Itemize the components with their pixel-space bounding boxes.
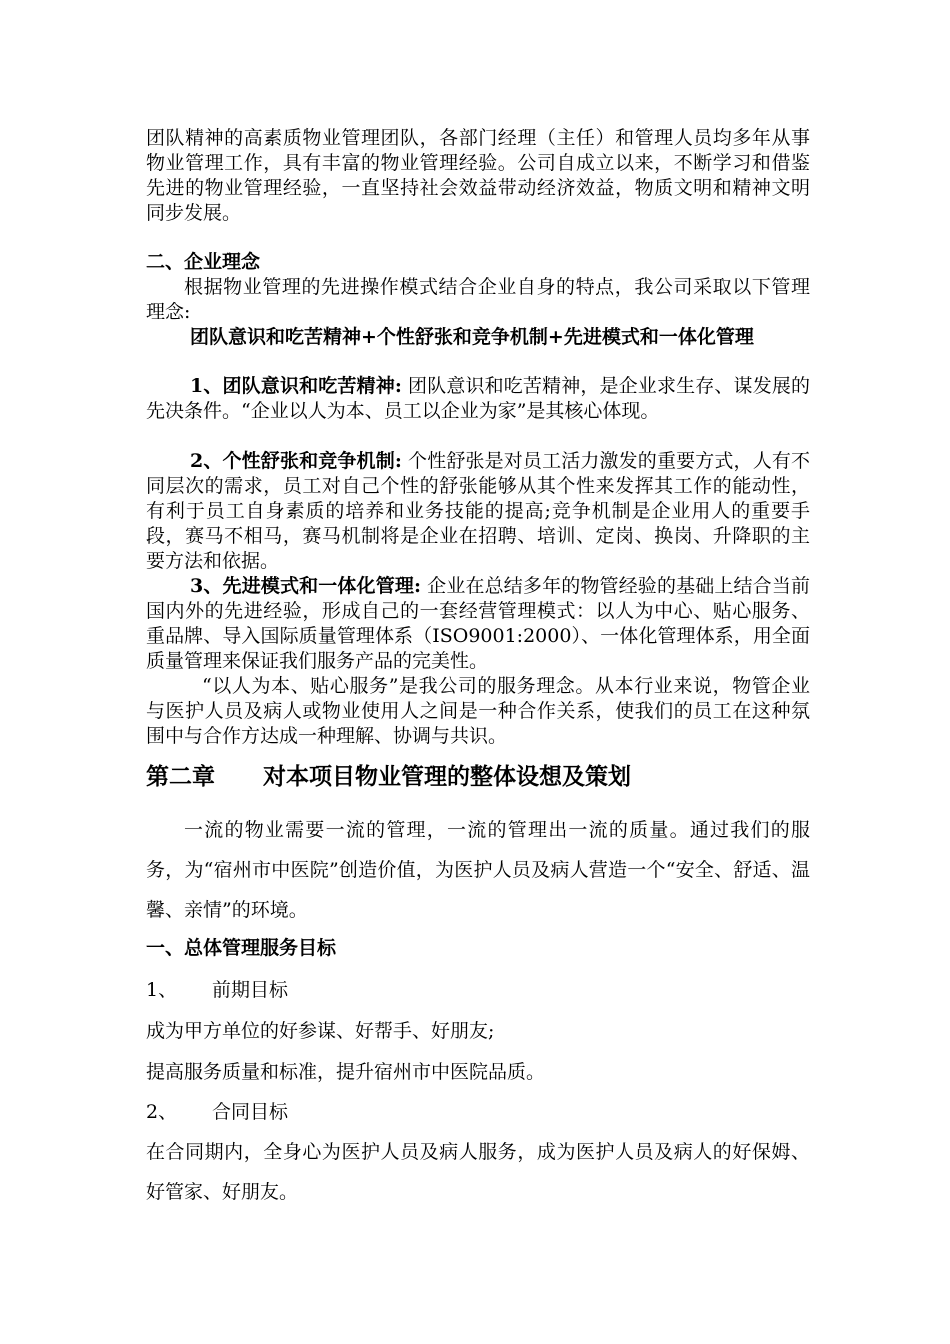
philosophy-motto: 团队意识和吃苦精神+个性舒张和竞争机制+先进模式和一体化管理 (190, 326, 754, 348)
goal-1-line-2: 提高服务质量和标准，提升宿州市中医院品质。 (146, 1061, 546, 1083)
intro-paragraph: 团队精神的高素质物业管理团队，各部门经理（主任）和管理人员均多年从事物业管理工作，具有丰富的物业管理经验。公司自成立以来，不断学习和借鉴先进的物业管理经验，一直坚持社会效益带动经济效益，物质文明和精神文明同步发展。 (146, 127, 810, 224)
philosophy-point-2 (146, 449, 810, 574)
philosophy-point-1 (146, 374, 810, 424)
goal-1-line-1: 成为甲方单位的好参谋、好帮手、好朋友; (146, 1020, 495, 1042)
goal-1-label: 前期目标 (212, 979, 289, 1001)
point-2-text: 个性舒张是对员工活力激发的重要方式，人有不同层次的需求，员工对自己个性的舒张能够从其个性来发挥其工作的能动性，有利于员工自身素质的培养和业务技能的提高;竞争机制是企业用人的重要手段，赛马不相马，赛马机制将是企业在招聘、培训、定岗、换岗、升降职的主要方法和依据。 (146, 450, 810, 572)
section-heading-goals: 一、总体管理服务目标 (146, 937, 337, 959)
point-2-title: 2、个性舒张和竞争机制: (190, 450, 402, 472)
chapter-heading (146, 762, 631, 792)
goal-2-label: 合同目标 (212, 1101, 289, 1123)
goal-2-number: 2、 (146, 1101, 178, 1123)
goal-1-heading (146, 970, 288, 1010)
point-3-title: 3、先进模式和一体化管理: (190, 575, 421, 597)
goal-1-number: 1、 (146, 979, 178, 1001)
chapter-title: 对本项目物业管理的整体设想及策划 (263, 763, 631, 790)
goal-2-heading (146, 1092, 288, 1132)
philosophy-point-3 (146, 574, 810, 674)
service-philosophy-paragraph: “以人为本、贴心服务”是我公司的服务理念。从本行业来说，物管企业与医护人员及病人或物业使用人之间是一种合作关系，使我们的员工在这种氛围中与合作方达成一种理解、协调与共识。 (146, 675, 810, 747)
point-1-text: 团队意识和吃苦精神，是企业求生存、谋发展的先决条件。“企业以人为本、员工以企业为家”是其核心体现。 (146, 375, 810, 422)
point-3-text: 企业在总结多年的物管经验的基础上结合当前国内外的先进经验，形成自己的一套经营管理模式：以人为中心、贴心服务、重品牌、导入国际质量管理体系（ISO9001:2000）、一体化管理体系，用全面质量管理来保证我们服务产品的完美性。 (146, 575, 810, 672)
chapter-number: 第二章 (146, 763, 215, 790)
section-heading-philosophy: 二、企业理念 (146, 251, 261, 273)
goal-2-paragraph: 在合同期内，全身心为医护人员及病人服务，成为医护人员及病人的好保姆、好管家、好朋友。 (146, 1141, 810, 1203)
philosophy-lead-paragraph: 根据物业管理的先进操作模式结合企业自身的特点，我公司采取以下管理理念: (146, 276, 810, 323)
point-1-title: 1、团队意识和吃苦精神: (190, 375, 402, 397)
chapter-intro-paragraph: 一流的物业需要一流的管理，一流的管理出一流的质量。通过我们的服务，为“宿州市中医院”创造价值，为医护人员及病人营造一个“安全、舒适、温馨、亲情”的环境。 (146, 819, 810, 921)
